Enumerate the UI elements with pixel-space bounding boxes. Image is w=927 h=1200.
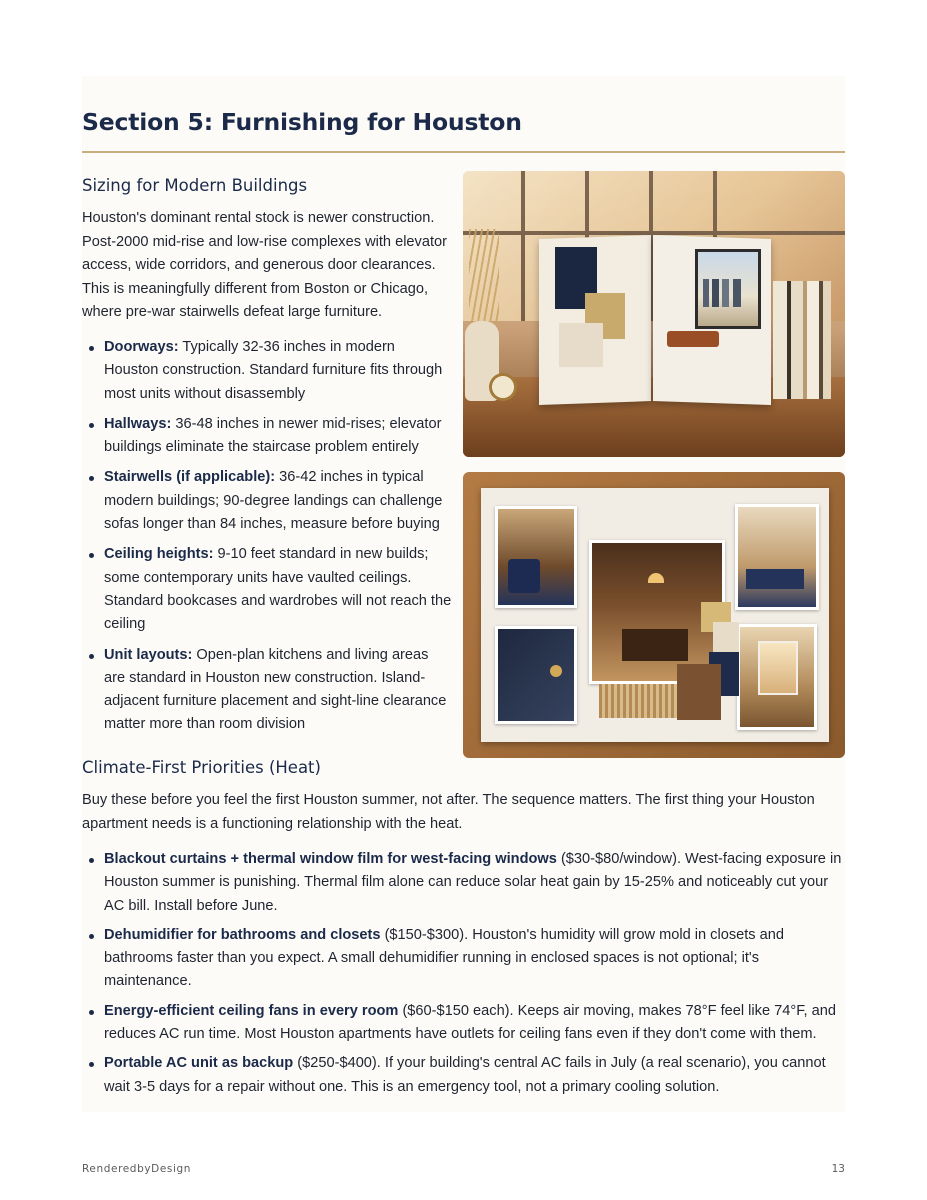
title-divider <box>82 151 845 153</box>
climate-list <box>82 848 844 1105</box>
pampas-grass <box>469 229 499 325</box>
list-item <box>82 1052 844 1099</box>
sofa-swatch <box>667 331 719 347</box>
item-text: ($250-$400). If your building's central AC fails in July (a real scenario), you cannot wait 3-5 days for a repair without one. This is an emergency tool, not a primary cooling solution. <box>104 1055 826 1095</box>
item-text: ($60-$150 each). Keeps air moving, makes 78°F feel like 74°F, and reduces AC run time. Most Houston apartments have outlets for ceiling fans even if they don't come with them. <box>104 1002 836 1043</box>
interior-collage-image <box>463 472 845 758</box>
list-item <box>82 848 844 918</box>
sizing-intro: Houston's dominant rental stock is newer construction. Post-2000 mid-rise and low-rise complexes with elevator access, wide corridors, and generous door clearances. This is meaningfully different from Boston or Chicago, where pre-war stairwells defeat large furniture. <box>82 210 447 320</box>
item-text: ($30-$80/window). West-facing exposure in Houston summer is punishing. Thermal film alone can reduce solar heat gain by 15-25% and noticeably cut your AC bill. Install before June. <box>104 851 842 914</box>
footer-brand: RenderedbyDesign <box>82 1163 192 1175</box>
sizing-heading: Sizing for Modern Buildings <box>82 176 308 195</box>
sizing-list <box>82 336 452 744</box>
climate-heading: Climate-First Priorities (Heat) <box>82 758 321 777</box>
bedroom-photo <box>735 504 819 610</box>
kitchen-island <box>622 629 688 661</box>
item-text: Open-plan kitchens and living areas are standard in Houston new construction. Island-adjacent furniture placement and sight-line clearance matter more than room division <box>104 646 447 733</box>
moodboard-book-image <box>463 171 845 457</box>
cream-swatch <box>559 323 603 367</box>
list-item <box>82 924 844 994</box>
item-label: Hallways: <box>104 415 172 432</box>
item-text: 9-10 feet standard in new builds; some contemporary units have vaulted ceilings. Standard bookcases and wardrobes will not reach the ceiling <box>104 546 452 633</box>
item-label: Unit layouts: <box>104 646 193 663</box>
item-label: Dehumidifier for bathrooms and closets <box>104 926 381 943</box>
item-text: 36-48 inches in newer mid-rises; elevator buildings eliminate the staircase problem entirely <box>104 415 442 456</box>
list-item <box>82 1000 844 1047</box>
window-pane <box>758 641 798 695</box>
page-title: Section 5: Furnishing for Houston <box>82 108 522 136</box>
item-label: Ceiling heights: <box>104 546 214 563</box>
item-text: 36-42 inches in typical modern buildings; 90-degree landings can challenge sofas longer than 84 inches, measure before buying <box>104 469 443 533</box>
list-item <box>82 543 452 636</box>
door-knob <box>550 665 562 677</box>
item-label: Blackout curtains + thermal window film for west-facing windows <box>104 851 557 867</box>
collage-board <box>481 488 829 742</box>
item-label: Portable AC unit as backup <box>104 1055 294 1072</box>
wood-chip <box>677 664 721 720</box>
item-label: Stairwells (if applicable): <box>104 469 276 486</box>
door-knob-photo <box>495 626 577 724</box>
pendant-lamp <box>648 573 664 583</box>
window-view-photo <box>737 624 817 730</box>
item-label: Doorways: <box>104 339 179 355</box>
item-text: ($150-$300). Houston's humidity will grow mold in closets and bathrooms faster than you expect. A small dehumidifier running in enclosed spaces is not optional; it's maintenance. <box>104 926 785 990</box>
list-item <box>82 466 452 536</box>
bed <box>746 569 804 589</box>
climate-intro: Buy these before you feel the first Houston summer, not after. The sequence matters. The first thing your Houston apartment needs is a functioning relationship with the heat. <box>82 792 815 832</box>
skyline-buildings <box>703 279 747 307</box>
list-item <box>82 413 452 460</box>
list-item <box>82 336 452 406</box>
item-label: Energy-efficient ceiling fans in every room <box>104 1002 399 1019</box>
book-stack <box>773 281 831 399</box>
list-item <box>82 644 452 737</box>
living-room-photo <box>495 506 577 608</box>
compass-icon <box>489 373 517 401</box>
armchair <box>508 559 540 593</box>
page-number: 13 <box>831 1163 845 1175</box>
item-text: Typically 32-36 inches in modern Houston construction. Standard furniture fits through most units without disassembly <box>104 339 443 402</box>
